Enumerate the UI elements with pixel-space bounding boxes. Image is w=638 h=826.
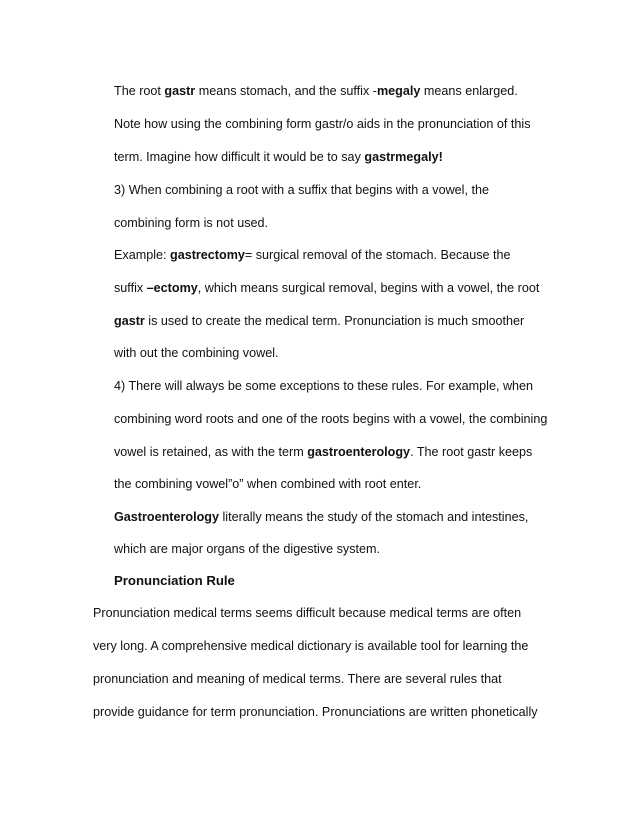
text-line: [114, 182, 489, 198]
text-run: the combining vowel”o” when combined with root enter.: [114, 477, 422, 491]
text-line: [114, 215, 268, 231]
text-run: 4) There will always be some exceptions to these rules. For example, when: [114, 379, 534, 393]
paragraph-line: provide guidance for term pronunciation. Pronunciations are written phonetically: [93, 705, 538, 719]
text-run: Note how using the combining form gastr/o aids in the pronunciation of this: [114, 117, 531, 131]
text-line: [114, 149, 443, 165]
bold-term: Gastroenterology: [114, 510, 219, 524]
paragraph-line: pronunciation and meaning of medical terms. There are several rules that: [93, 672, 502, 686]
text-run: Example:: [114, 248, 170, 262]
text-run: which are major organs of the digestive system.: [114, 542, 380, 556]
text-run: term. Imagine how difficult it would be to say: [114, 150, 365, 164]
text-line: [114, 280, 539, 296]
text-line: [114, 345, 279, 361]
text-run: suffix: [114, 281, 147, 295]
text-line: [114, 444, 532, 460]
bold-term: gastroenterology: [307, 445, 411, 459]
text-line: [114, 411, 547, 427]
section-heading: Pronunciation Rule: [114, 573, 235, 588]
text-run: . The root gastr keeps: [410, 445, 533, 459]
text-run: = surgical removal of the stomach. Because the: [244, 248, 511, 262]
text-run: , which means surgical removal, begins with a vowel, the root: [197, 281, 540, 295]
text-line: [114, 83, 518, 99]
bold-term: gastr: [114, 314, 145, 328]
text-run: with out the combining vowel.: [114, 346, 279, 360]
bold-term: gastrmegaly!: [364, 150, 443, 164]
text-line: [114, 509, 528, 525]
text-run: The root: [114, 84, 165, 98]
text-line: [114, 313, 524, 329]
text-line: [114, 476, 421, 492]
text-run: combining word roots and one of the roots begins with a vowel, the combining: [114, 412, 548, 426]
text-run: is used to create the medical term. Pronunciation is much smoother: [144, 314, 525, 328]
paragraph-line: Pronunciation medical terms seems difficult because medical terms are often: [93, 606, 522, 620]
text-line: [114, 378, 533, 394]
text-run: 3) When combining a root with a suffix that begins with a vowel, the: [114, 183, 489, 197]
text-run: combining form is not used.: [114, 216, 268, 230]
text-run: literally means the study of the stomach and intestines,: [218, 510, 529, 524]
paragraph-line: very long. A comprehensive medical dictionary is available tool for learning the: [93, 639, 529, 653]
text-run: means enlarged.: [420, 84, 518, 98]
bold-term: megaly: [376, 84, 421, 98]
bold-term: gastr: [164, 84, 196, 98]
text-line: [114, 247, 511, 263]
text-run: means stomach, and the suffix -: [195, 84, 377, 98]
bold-term: gastrectomy: [170, 248, 245, 262]
bold-term: –ectomy: [146, 281, 198, 295]
text-line: [114, 541, 380, 557]
text-line: [114, 116, 531, 132]
text-run: vowel is retained, as with the term: [114, 445, 308, 459]
